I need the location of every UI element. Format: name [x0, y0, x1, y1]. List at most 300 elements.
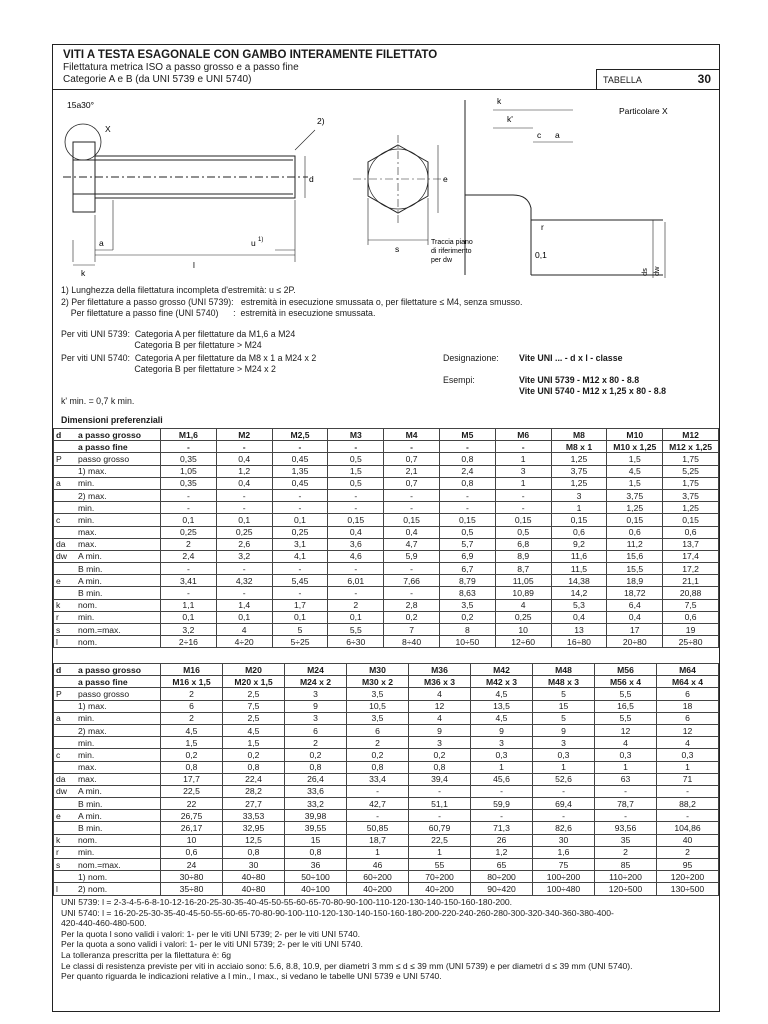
table-cell: 1,2 [216, 465, 272, 477]
row-symbol: k [54, 599, 77, 611]
table-cell: 27,7 [223, 798, 285, 810]
table-cell: 16,5 [595, 700, 657, 712]
table-cell: 0,8 [347, 761, 409, 773]
tabella-number: 30 [697, 72, 711, 86]
row-symbol [54, 526, 77, 538]
table-cell: 120÷200 [657, 871, 719, 883]
row-symbol: k [54, 834, 77, 846]
row-symbol: c [54, 514, 77, 526]
table-cell: 1 [657, 761, 719, 773]
table-cell: M12 [663, 429, 719, 441]
table-cell: M12 x 1,25 [663, 441, 719, 453]
table-cell: 30 [223, 859, 285, 871]
drawing-note-2: 2) [317, 116, 325, 126]
table-row [54, 810, 719, 822]
tabella-label: TABELLA [603, 75, 642, 85]
table-cell: 0,2 [347, 749, 409, 761]
table-cell: 12,5 [223, 834, 285, 846]
table-cell: - [216, 441, 272, 453]
table-cell: 4÷20 [216, 636, 272, 648]
table-cell: 3 [471, 737, 533, 749]
table-cell: 40÷100 [285, 883, 347, 895]
table-cell: 0,4 [216, 477, 272, 489]
table-cell: 17 [607, 624, 663, 636]
table-cell: 6 [347, 724, 409, 736]
table-cell: 0,3 [595, 749, 657, 761]
table-cell: - [216, 563, 272, 575]
row-label: 2) max. [76, 489, 161, 501]
table-cell: 5,5 [595, 712, 657, 724]
table-cell: 26,4 [285, 773, 347, 785]
table-cell: 0,4 [216, 453, 272, 465]
table-cell: 0,15 [384, 514, 440, 526]
row-symbol: s [54, 624, 77, 636]
table-cell: M56 x 4 [595, 676, 657, 688]
row-label: A min. [76, 575, 161, 587]
subtitle-thread: Filettatura metrica ISO a passo grosso e a passo fine [63, 62, 299, 73]
table-cell: 4,5 [161, 724, 223, 736]
dimensioni-heading: Dimensioni preferenziali [61, 415, 163, 425]
table-cell: 26,17 [161, 822, 223, 834]
table-cell: 8 [439, 624, 495, 636]
table-cell: 60,79 [409, 822, 471, 834]
row-symbol: e [54, 575, 77, 587]
table-row [54, 611, 719, 623]
table-cell: 4 [409, 712, 471, 724]
table-cell: 15,5 [607, 563, 663, 575]
table-row [54, 798, 719, 810]
drawing-detail-x: X [105, 124, 111, 134]
table-cell: - [384, 441, 440, 453]
table-cell: 0,5 [328, 453, 384, 465]
table-cell: 9 [533, 724, 595, 736]
table-cell: 0,1 [272, 611, 328, 623]
table-cell: 2,4 [161, 550, 217, 562]
table-cell: 1 [495, 453, 551, 465]
drawing-r-label: r [541, 222, 544, 232]
drawing-s-label: s [395, 244, 400, 254]
table-cell: 36 [285, 859, 347, 871]
table-cell: 3,6 [328, 538, 384, 550]
dimensions-table-large [53, 663, 719, 896]
table-cell: 2,4 [439, 465, 495, 477]
table-cell: 6,9 [439, 550, 495, 562]
table-cell: - [495, 502, 551, 514]
table-row [54, 636, 719, 648]
table-row [54, 526, 719, 538]
table-cell: M2,5 [272, 429, 328, 441]
table-cell: - [272, 587, 328, 599]
row-symbol: e [54, 810, 77, 822]
table-cell: 0,5 [495, 526, 551, 538]
table-cell: 5,5 [328, 624, 384, 636]
table-cell: 82,6 [533, 822, 595, 834]
table-cell: 1,35 [272, 465, 328, 477]
table-cell: 0,2 [223, 749, 285, 761]
table-cell: 0,2 [384, 611, 440, 623]
table-cell: M64 x 4 [657, 676, 719, 688]
table-cell: 0,15 [663, 514, 719, 526]
table-cell: 4 [495, 599, 551, 611]
table-row [54, 773, 719, 785]
drawing-kprime: k' [507, 114, 513, 124]
table-cell: 100÷480 [533, 883, 595, 895]
row-label: B min. [76, 587, 161, 599]
footer-line: UNI 5739: l = 2-3-4-5-6-8-10-12-16-20-25-30-35-40-45-50-55-60-65-70-80-90-100-110-120-130-140-150-160-180-200. [61, 897, 513, 907]
table-cell: 0,45 [272, 477, 328, 489]
table-cell: 4,5 [223, 724, 285, 736]
row-label: min. [76, 611, 161, 623]
table-row [54, 453, 719, 465]
table-cell: M16 x 1,5 [161, 676, 223, 688]
table-cell: 0,4 [607, 611, 663, 623]
tabella-box [596, 69, 719, 89]
table-cell: 8,7 [495, 563, 551, 575]
table-cell: 5÷25 [272, 636, 328, 648]
esempio-1: Vite UNI 5739 - M12 x 80 - 8.8 [519, 375, 640, 385]
row-symbol [54, 822, 77, 834]
table-cell: 100÷200 [533, 871, 595, 883]
table-cell: 3 [285, 712, 347, 724]
table-cell: 5,7 [439, 538, 495, 550]
table-cell: - [439, 489, 495, 501]
esempi-label: Esempi: [443, 375, 475, 385]
table-cell: M30 x 2 [347, 676, 409, 688]
table-cell: 1,75 [663, 453, 719, 465]
row-label: min. [76, 712, 161, 724]
table-cell: 9 [471, 724, 533, 736]
table-cell: 1,5 [223, 737, 285, 749]
table-cell: 7,66 [384, 575, 440, 587]
table-row [54, 489, 719, 501]
table-cell: 2÷16 [161, 636, 217, 648]
row-label: min. [76, 749, 161, 761]
table-cell: 33,6 [285, 785, 347, 797]
table-row [54, 538, 719, 550]
table-cell: 0,8 [439, 477, 495, 489]
table-cell: 2 [285, 737, 347, 749]
row-symbol: l [54, 636, 77, 648]
table-cell: 0,6 [161, 846, 223, 858]
table-cell: 6 [657, 688, 719, 700]
table-cell: 1 [471, 761, 533, 773]
footer-line: Per quanto riguarda le indicazioni relative a l min., l max., si vedano le tabelle UNI 5739 e UNI 5740. [61, 971, 442, 982]
table-cell: 1 [495, 477, 551, 489]
table-cell: 2,5 [223, 688, 285, 700]
table-row [54, 429, 719, 441]
table-cell: 3,5 [347, 712, 409, 724]
row-label: A min. [76, 810, 161, 822]
footer-line: Per la quota l sono validi i valori: 1- per le viti UNI 5739; 2- per le viti UNI 5740. [61, 928, 361, 939]
table-cell: 6 [657, 712, 719, 724]
table-cell: 0,35 [161, 453, 217, 465]
table-cell: 39,4 [409, 773, 471, 785]
row-symbol [54, 761, 77, 773]
table-cell: - [533, 785, 595, 797]
table-cell: 0,7 [384, 453, 440, 465]
table-cell: 0,6 [663, 611, 719, 623]
table-cell: - [272, 563, 328, 575]
table-cell: 19 [663, 624, 719, 636]
table-row [54, 883, 719, 895]
table-cell: 0,6 [607, 526, 663, 538]
table-row [54, 514, 719, 526]
table-cell: - [161, 489, 217, 501]
row-symbol: s [54, 859, 77, 871]
table-cell: M36 [409, 664, 471, 676]
table-row [54, 846, 719, 858]
table-cell: 26 [471, 834, 533, 846]
footer-line: Le classi di resistenza previste per viti in acciaio sono: 5.6, 8.8, 10.9, per diametri 3 mm ≤ d ≤ 39 mm (UNI 5739) e per diametri d ≤ 39 mm (UNI 5740). [61, 960, 633, 971]
row-label: min. [76, 477, 161, 489]
table-row [54, 587, 719, 599]
table-cell: - [439, 441, 495, 453]
table-cell: 25÷80 [663, 636, 719, 648]
table-cell: M16 [161, 664, 223, 676]
table-cell: 0,1 [328, 611, 384, 623]
row-label: passo grosso [76, 453, 161, 465]
table-cell: 1,6 [533, 846, 595, 858]
table-cell: 4 [216, 624, 272, 636]
table-cell: 0,1 [216, 611, 272, 623]
row-symbol [54, 563, 77, 575]
table-cell: 6,8 [495, 538, 551, 550]
table-cell: 6÷30 [328, 636, 384, 648]
table-cell: 2 [328, 599, 384, 611]
table-cell: 11,2 [607, 538, 663, 550]
drawing-a-label: a [99, 238, 104, 248]
table-cell: 9,2 [551, 538, 607, 550]
table-cell: 0,2 [285, 749, 347, 761]
table-cell: 0,4 [551, 611, 607, 623]
table-cell: 18,7 [347, 834, 409, 846]
table-cell: M4 [384, 429, 440, 441]
row-symbol [54, 441, 77, 453]
row-label: max. [76, 526, 161, 538]
table-cell: 1,1 [161, 599, 217, 611]
table-cell: M48 [533, 664, 595, 676]
traccia-line1: Traccia piano [431, 239, 473, 246]
drawing-k-detail: k [497, 96, 502, 106]
table-cell: 4,5 [471, 712, 533, 724]
table-cell: 13,5 [471, 700, 533, 712]
table-cell: 88,2 [657, 798, 719, 810]
table-cell: 80÷200 [471, 871, 533, 883]
kprime-note: k' min. = 0,7 k min. [61, 396, 135, 406]
table-cell: 2 [657, 846, 719, 858]
note-2: 2) Per filettature a passo grosso (UNI 5739): estremità in esecuzione smussata o, per filettature ≤ M4, senza smusso. [61, 297, 523, 307]
table-cell: 90÷420 [471, 883, 533, 895]
table-cell: 12 [657, 724, 719, 736]
table-cell: M5 [439, 429, 495, 441]
table-cell: 6,4 [607, 599, 663, 611]
table-cell: - [161, 502, 217, 514]
table-cell: 5,25 [663, 465, 719, 477]
table-cell: 12÷60 [495, 636, 551, 648]
footer-line: UNI 5740: l = 16-20-25-30-35-40-45-50-55-60-65-70-80-90-100-110-120-130-140-150-160-180-200-220-240-260-280-300-320-340-360-380-400- [61, 907, 614, 918]
table-cell: 0,8 [223, 846, 285, 858]
table-cell: 0,45 [272, 453, 328, 465]
drawing-a-detail: a [555, 130, 560, 140]
table-cell: 4,1 [272, 550, 328, 562]
designazione-value: Vite UNI ... - d x l - classe [519, 353, 623, 363]
row-label: B min. [76, 798, 161, 810]
note-1: 1) Lunghezza della filettatura incompleta d'estremità: u ≤ 2P. [61, 285, 296, 295]
table-cell: 32,95 [223, 822, 285, 834]
row-label: nom. [76, 834, 161, 846]
table-cell: 0,1 [272, 514, 328, 526]
table-cell: 12 [409, 700, 471, 712]
row-symbol: da [54, 538, 77, 550]
row-label: min. [76, 846, 161, 858]
table-cell: 110÷200 [595, 871, 657, 883]
table-cell: 0,25 [272, 526, 328, 538]
cat-5740-b: Categoria B per filettature > M24 x 2 [61, 364, 276, 374]
table-cell: 8÷40 [384, 636, 440, 648]
table-cell: M56 [595, 664, 657, 676]
table-cell: 3,5 [439, 599, 495, 611]
table-cell: 13,7 [663, 538, 719, 550]
table-cell: - [384, 502, 440, 514]
table-cell: 22,4 [223, 773, 285, 785]
table-row [54, 563, 719, 575]
footer-line: 420-440-460-480-500. [61, 918, 147, 929]
table-cell: 70÷200 [409, 871, 471, 883]
table-row [54, 676, 719, 688]
table-cell: 2,1 [384, 465, 440, 477]
table-cell: 1,05 [161, 465, 217, 477]
table-cell: 15,6 [607, 550, 663, 562]
table-row [54, 712, 719, 724]
table-cell: - [272, 489, 328, 501]
row-symbol: a [54, 712, 77, 724]
table-row [54, 761, 719, 773]
row-symbol: d [54, 429, 77, 441]
table-cell: 30 [533, 834, 595, 846]
row-label: 1) max. [76, 700, 161, 712]
table-cell: 1,5 [607, 477, 663, 489]
row-symbol: r [54, 846, 77, 858]
table-cell: 3,41 [161, 575, 217, 587]
note-3: Per filettature a passo fine (UNI 5740) : estremità in esecuzione smussata. [61, 308, 376, 318]
table-cell: 0,8 [285, 761, 347, 773]
table-cell: 2,6 [216, 538, 272, 550]
table-row [54, 834, 719, 846]
table-row [54, 465, 719, 477]
table-row [54, 624, 719, 636]
table-cell: 4 [657, 737, 719, 749]
table-row [54, 822, 719, 834]
table-cell: 4,32 [216, 575, 272, 587]
table-row [54, 700, 719, 712]
table-cell: 46 [347, 859, 409, 871]
drawing-dw-label: dw [652, 266, 661, 276]
table-cell: 1,25 [607, 502, 663, 514]
bolt-hex-view [353, 135, 443, 245]
table-cell: - [272, 441, 328, 453]
table-cell: M8 [551, 429, 607, 441]
row-symbol: d [54, 664, 77, 676]
table-cell: 33,4 [347, 773, 409, 785]
drawing-u-sup: 1) [258, 237, 264, 243]
table-cell: 5,9 [384, 550, 440, 562]
table-cell: 0,15 [607, 514, 663, 526]
table-cell: 104,86 [657, 822, 719, 834]
table-cell: 33,53 [223, 810, 285, 822]
table-cell: M64 [657, 664, 719, 676]
detail-x-view [465, 100, 665, 280]
table-cell: 1,5 [607, 453, 663, 465]
subtitle-categories: Categorie A e B (da UNI 5739 e UNI 5740) [63, 74, 252, 85]
table-cell: 16÷80 [551, 636, 607, 648]
table-cell: 4 [409, 688, 471, 700]
table-cell: 10 [495, 624, 551, 636]
table-cell: - [161, 587, 217, 599]
table-cell: 65 [471, 859, 533, 871]
drawing-c-label: c [537, 130, 542, 140]
table-cell: 45,6 [471, 773, 533, 785]
table-cell: 3 [495, 465, 551, 477]
row-symbol [54, 798, 77, 810]
table-cell: 0,25 [161, 526, 217, 538]
table-cell: 11,5 [551, 563, 607, 575]
table-cell: 93,56 [595, 822, 657, 834]
table-cell: 0,5 [328, 477, 384, 489]
table-cell: 35 [595, 834, 657, 846]
cat-5739-b: Categoria B per filettature > M24 [61, 340, 262, 350]
table-cell: 0,5 [439, 526, 495, 538]
table-cell: 17,4 [663, 550, 719, 562]
datasheet-page [52, 44, 720, 1012]
table-cell: M2 [216, 429, 272, 441]
table-cell: 20÷80 [607, 636, 663, 648]
table-cell: 3,75 [551, 465, 607, 477]
table-row [54, 441, 719, 453]
table-cell: 21,1 [663, 575, 719, 587]
row-label: min. [76, 502, 161, 514]
table-cell: 0,6 [663, 526, 719, 538]
table-cell: 40 [657, 834, 719, 846]
table-cell: 1,7 [272, 599, 328, 611]
table-cell: 7 [384, 624, 440, 636]
table-cell: 55 [409, 859, 471, 871]
table-cell: 22 [161, 798, 223, 810]
row-label: 2) max. [76, 724, 161, 736]
table-cell: 30÷80 [161, 871, 223, 883]
table-cell: - [328, 563, 384, 575]
table-cell: 0,15 [551, 514, 607, 526]
table-cell: 26,75 [161, 810, 223, 822]
table-row [54, 737, 719, 749]
table-cell: 0,3 [471, 749, 533, 761]
traccia-line3: per dw [431, 257, 453, 264]
table-cell: 6,01 [328, 575, 384, 587]
drawing-u-label: u [251, 238, 256, 248]
table-cell: 0,15 [439, 514, 495, 526]
table-cell: 15 [533, 700, 595, 712]
row-symbol: l [54, 883, 77, 895]
table-cell: 11,05 [495, 575, 551, 587]
table-cell: 0,15 [495, 514, 551, 526]
table-row [54, 688, 719, 700]
row-symbol: a [54, 477, 77, 489]
dimensions-table-small [53, 428, 719, 648]
table-cell: 7,5 [223, 700, 285, 712]
row-label: max. [76, 538, 161, 550]
table-cell: 0,15 [328, 514, 384, 526]
table-cell: 1,2 [471, 846, 533, 858]
table-cell: 0,1 [161, 514, 217, 526]
